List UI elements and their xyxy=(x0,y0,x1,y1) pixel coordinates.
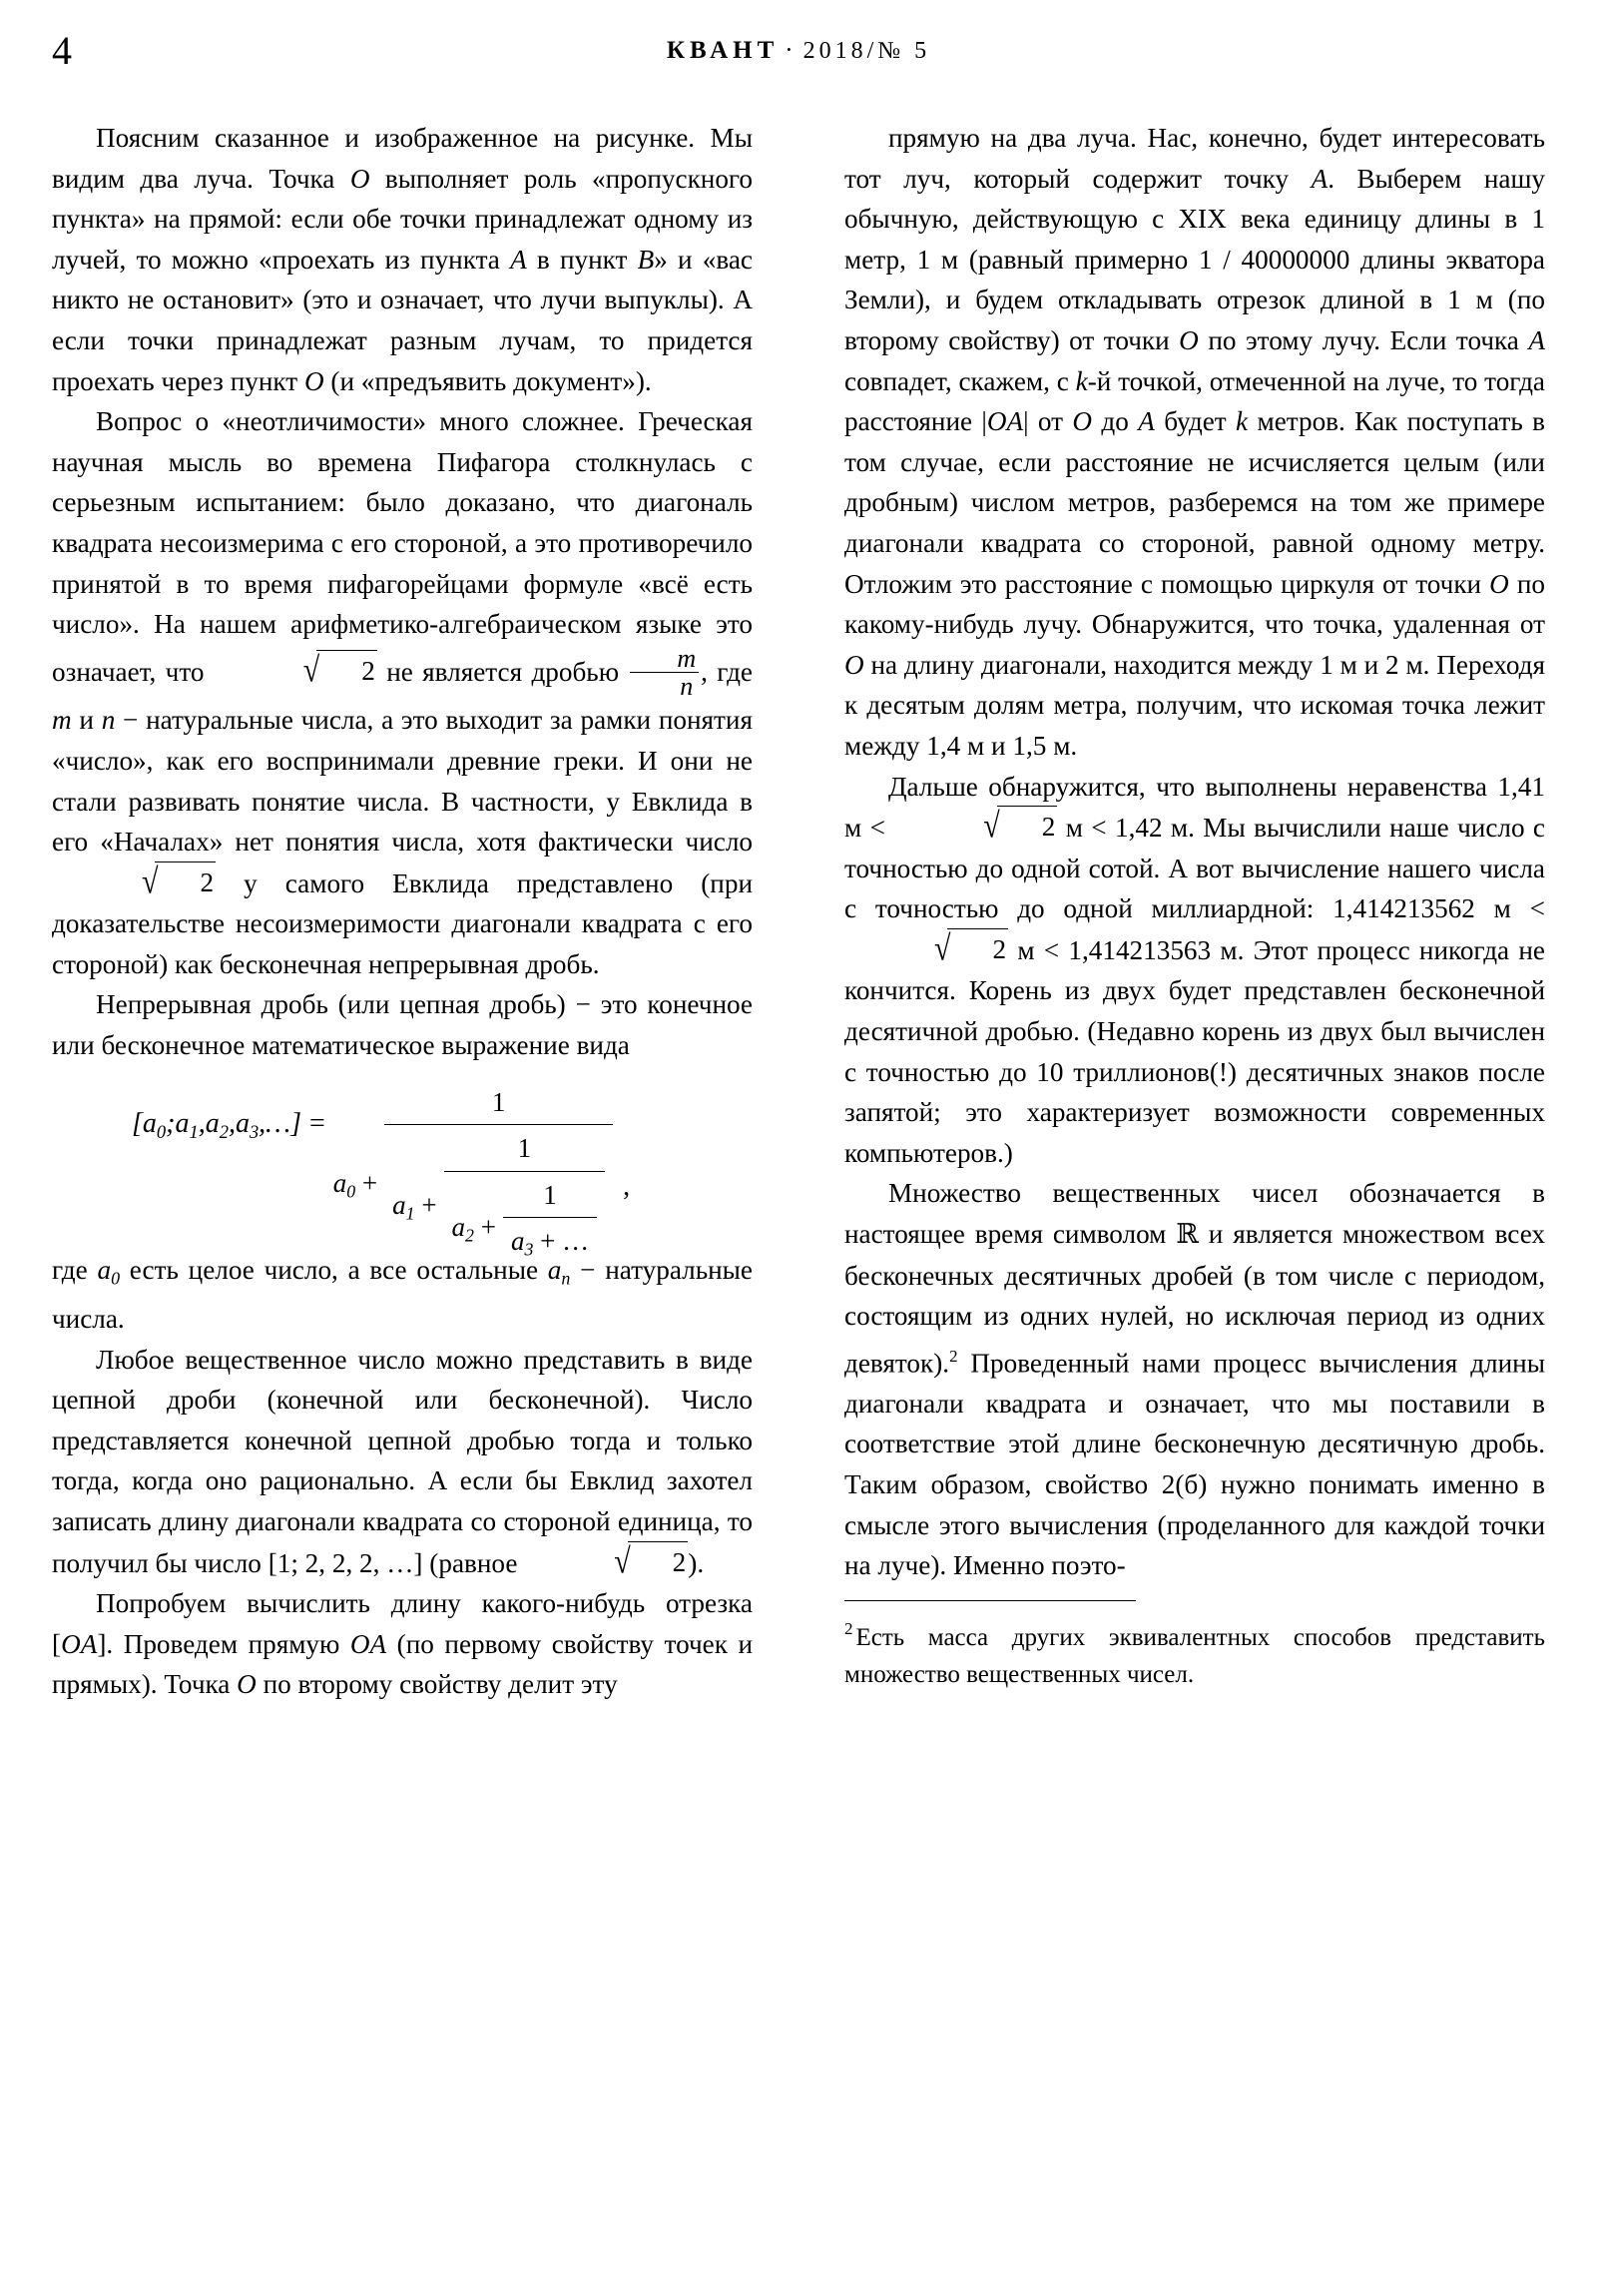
math-variable: O xyxy=(237,1669,257,1700)
math-variable: OA xyxy=(349,1628,387,1659)
math-variable: OA xyxy=(61,1628,98,1659)
fraction-1-denominator xyxy=(384,1124,613,1270)
sqrt-symbol: √ 2 xyxy=(983,806,1056,846)
math-variable: O xyxy=(1072,406,1093,437)
math-variable: A xyxy=(1311,163,1329,194)
paragraph-3: Непрерывная дробь (или цепная дробь) − это конечное или бесконечное математическое выражение вида xyxy=(52,989,753,1061)
math-variable: k xyxy=(1075,365,1088,396)
paragraph-6: Попробуем вычислить длину какого-нибудь отрезка [OA]. Проведем прямую OA (по первому свойству точек и прямых). Точка O по второму свойству делит эту xyxy=(52,1588,754,1700)
sqrt-symbol: √ 2 xyxy=(614,1541,687,1581)
footnote-text: Есть масса других эквивалентных способов представить множество вещественных чисел. xyxy=(844,1623,1545,1688)
formula-plus-2: + xyxy=(421,1189,437,1220)
formula-trailing-comma: , xyxy=(623,1170,631,1202)
fraction-3-numerator: 1 xyxy=(543,1179,557,1210)
running-head xyxy=(0,34,1597,68)
formula-right-side xyxy=(333,1082,630,1271)
real-numbers-symbol: ℝ xyxy=(1176,1219,1199,1251)
math-variable: a xyxy=(97,1254,112,1285)
formula-a2-sub2: 2 xyxy=(219,1121,229,1142)
math-variable: k xyxy=(1236,406,1249,437)
math-variable: O xyxy=(844,649,864,680)
sqrt-symbol: √ 2 xyxy=(934,928,1007,968)
left-column xyxy=(52,118,753,1705)
header-separator: · xyxy=(785,37,798,64)
fraction-level-1 xyxy=(384,1082,613,1271)
fraction-1-numerator: 1 xyxy=(491,1086,506,1117)
paragraph-1: Поясним сказанное и изображенное на рисунке. Мы видим два луча. Точка O выполняет роль «пропускного пункта» на прямой: если обе точки принадлежат одному из лучей, то можно «проехать из пункта A в пункт B» и «вас никто не остановит» (это и означает, что лучи выпуклы). А если точки принадлежат разным лучам, то придется проехать через пункт O (и «предъявить документ»). xyxy=(52,123,754,396)
footnote-marker: 2 xyxy=(844,1618,853,1638)
math-variable: n xyxy=(101,705,116,736)
math-subscript: 0 xyxy=(111,1268,121,1289)
footnote-divider xyxy=(844,1600,1136,1601)
formula-a1-sub: 1 xyxy=(189,1121,199,1142)
math-variable: O xyxy=(303,365,324,396)
paragraph-r3: Множество вещественных чисел обозначается в настоящее время символом ℝ и является множеством всех бесконечных десятичных дробей (в том числе с периодом, состоящим из одних нулей, но исключая период из одних девяток).$^2$ Проведенный нами процесс вычисления длины диагонали квадрата и означает, что мы поставили в соответствие этой длине бесконечную десятичную дробь. Таким образом, свойство 2(б) нужно понимать именно в смысле этого вычисления (проделанного для каждой точки на луче). Именно поэто- xyxy=(844,1178,1545,1581)
magazine-title: КВАНТ xyxy=(666,37,780,64)
paragraph-4: где $a_0$ есть целое число, а все остальные $a_n$ − натуральные числа. xyxy=(52,1254,753,1334)
sqrt-symbol: √ 2 xyxy=(302,650,375,690)
fraction-level-2 xyxy=(444,1128,606,1270)
right-column xyxy=(844,118,1545,1693)
formula-equals: = xyxy=(308,1107,325,1139)
paragraph-2: Вопрос о «неотличимости» много сложнее. Греческая научная мысль во времена Пифагора столкнулась с серьезным испытанием: было доказано, что диагональ квадрата несоизмерима с его стороной, а это противоречило принятой в то время пифагорейцами формуле «всё есть число». На нашем арифметико-алгебраическом языке это означает, что √ 2 не является дробью $\frac{m}{n}$ , где m и n − натуральные числа, а это выходит за рамки понятия «число», как его воспринимали древние греки. И они не стали развивать понятие числа. В частности, у Евклида в его «Началах» нет понятия числа, хотя фактически число √ 2 у самого Евклида представлено (при доказательстве несоизмеримости диагонали квадрата с его стороной) как бесконечная непрерывная дробь. xyxy=(52,406,753,979)
math-variable: m xyxy=(52,705,72,736)
formula-a3-sub3: 3 xyxy=(524,1240,534,1261)
footnote-reference: 2 xyxy=(949,1346,958,1366)
formula-a3-sub2: 3 xyxy=(249,1121,260,1142)
fraction-2-numerator: 1 xyxy=(517,1133,532,1164)
fraction-3-denominator xyxy=(503,1217,597,1270)
formula-a0-sub2: 0 xyxy=(346,1181,356,1202)
formula-plus-1: + xyxy=(361,1167,378,1198)
footnote xyxy=(844,1610,1545,1693)
page-header xyxy=(0,28,1597,78)
paragraph-r1: прямую на два луча. Нас, конечно, будет интересовать тот луч, который содержит точку A. Выберем нашу обычную, действующую с XIX века единицу длины в 1 метр, 1 м (равный примерно 1 / 40000000 длины экватора Земли), и будем откладывать отрезок длиной в 1 м (по второму свойству) от точки O по этому лучу. Если точка A совпадет, скажем, с k-й точкой, отмеченной на луче, то тогда расстояние |OA| от O до A будет k метров. Как поступать в том случае, если расстояние не исчисляется целым (или дробным) числом метров, разберемся на том же примере диагонали квадрата со стороной, равной одному метру. Отложим это расстояние с помощью циркуля от точки O по какому-нибудь лучу. Обнаружится, что точка, удаленная от O на длину диагонали, находится между 1 м и 2 м. Переходя к десятым долям метра, получим, что искомая точка лежит между 1,4 м и 1,5 м. xyxy=(844,123,1546,761)
math-variable: A xyxy=(1528,324,1546,355)
formula-a1: a xyxy=(392,1189,406,1220)
math-variable: A xyxy=(1138,406,1155,437)
paragraph-5: Любое вещественное число можно представить в виде цепной дроби (конечной или бесконечной). Число представляется конечной цепной дробью тогда и только тогда, когда оно рационально. А если бы Евклид захотел записать длину диагонали квадрата со стороной единица, то получил бы число [1; 2, 2, 2, …] (равное √ 2). xyxy=(52,1340,753,1584)
fraction-level-3 xyxy=(503,1175,597,1271)
math-variable: a xyxy=(547,1254,562,1285)
formula-a2: a xyxy=(451,1212,466,1243)
math-variable: A xyxy=(510,244,527,275)
sqrt-symbol: √ 2 xyxy=(142,861,215,901)
formula-tail: + … xyxy=(540,1226,590,1257)
formula-plus-3: + xyxy=(480,1212,496,1243)
formula-left-side: $[a_0;a_1,a_2,a_3,\dots]$ xyxy=(132,1107,301,1142)
paragraph-r2: Дальше обнаружится, что выполнены неравенства 1,41 м < √ 2 м < 1,42 м. Мы вычислили наше число с точностью до одной сотой. А вот вычисление нашего числа с точностью до одной миллиардной: 1,414213562 м < √ 2 м < 1,414213563 м. Этот процесс никогда не кончится. Корень из двух будет представлен бесконечной десятичной дробью. (Недавно корень из двух был вычислен с точностью до 10 триллионов(!) десятичных знаков после запятой; это характеризует возможности современных компьютеров.) xyxy=(844,771,1545,1168)
folio-number: 4 xyxy=(52,28,72,73)
formula-a3: a xyxy=(510,1226,525,1257)
math-variable: B xyxy=(637,244,655,275)
formula-a0-sub: 0 xyxy=(156,1121,167,1142)
inline-fraction: $\frac{m}{n}$ xyxy=(630,645,699,701)
math-variable: O xyxy=(1489,568,1509,599)
fraction-2-denominator xyxy=(444,1171,606,1271)
formula-a2-sub3: 2 xyxy=(465,1225,474,1246)
math-variable: OA xyxy=(986,406,1024,437)
formula-a0: a xyxy=(332,1167,347,1198)
issue-label: 2018/№ 5 xyxy=(802,38,931,64)
formula-a1-sub2: 1 xyxy=(405,1203,415,1224)
math-subscript: n xyxy=(561,1268,571,1289)
math-variable: O xyxy=(1179,324,1199,355)
continued-fraction-formula xyxy=(52,1076,753,1261)
math-variable: O xyxy=(349,163,370,194)
